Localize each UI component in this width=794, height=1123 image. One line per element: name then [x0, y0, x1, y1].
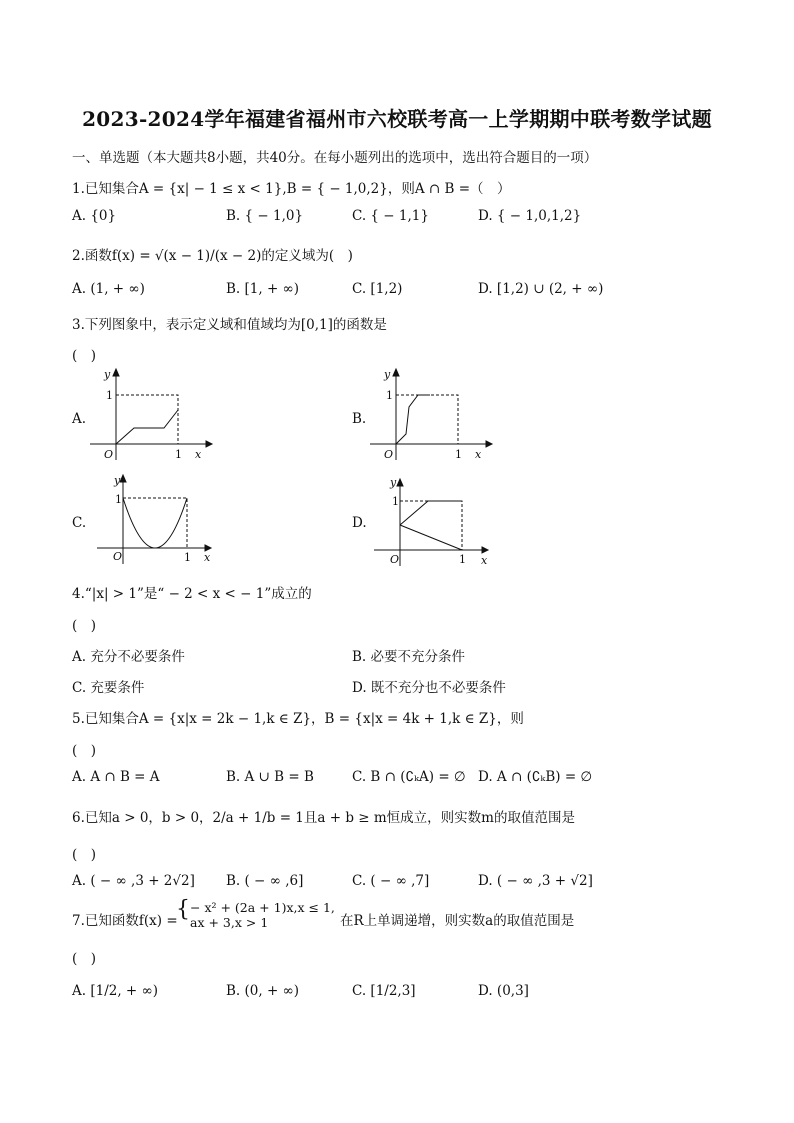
q6-option-c: C. ( − ∞ ,7]: [352, 873, 430, 889]
q5-answer-paren: ( ): [72, 743, 97, 759]
q3-graph-label-a: A.: [72, 411, 87, 427]
tick-1-y: 1: [106, 389, 113, 402]
q3-graph-d: [372, 474, 500, 574]
q7-option-d: D. (0,3]: [478, 983, 529, 999]
page-title: 2023-2024学年福建省福州市六校联考高一上学期期中联考数学试题: [82, 107, 712, 131]
q7-option-a: A. [1/2, + ∞): [72, 983, 159, 999]
q3-graph-label-b: B.: [352, 411, 367, 427]
q7-option-c: C. [1/2,3]: [352, 983, 416, 999]
origin-label: O: [384, 448, 394, 461]
q3-graph-c: [95, 470, 220, 570]
q7-piece-1: − x² + (2a + 1)x,x ≤ 1,: [190, 900, 335, 915]
origin-label: O: [113, 550, 123, 563]
q1-option-b: B. { − 1,0}: [226, 208, 304, 224]
q2-option-a: A. (1, + ∞): [72, 281, 145, 297]
axis-y-label: y: [114, 474, 121, 487]
q2-option-c: C. [1,2): [352, 281, 403, 297]
q7-answer-paren: ( ): [72, 951, 97, 967]
q4-option-c: C. 充要条件: [72, 680, 145, 696]
piecewise-brace-icon: {: [176, 897, 190, 922]
q4-option-a: A. 充分不必要条件: [72, 649, 185, 665]
q1-option-a: A. {0}: [72, 208, 117, 224]
question-6-stem: 6.已知a > 0，b > 0，2/a + 1/b = 1且a + b ≥ m恒成立，则实数m的取值范围是: [72, 810, 575, 826]
q3-graph-b: [368, 364, 498, 464]
q2-option-b: B. [1, + ∞): [226, 281, 300, 297]
question-1-stem: 1.已知集合A = {x| − 1 ≤ x < 1},B = { − 1,0,2}，则A ∩ B =（ ）: [72, 181, 511, 197]
section-heading: 一、单选题（本大题共8小题，共40分。在每小题列出的选项中，选出符合题目的一项）: [72, 150, 598, 166]
question-7-stem-suffix: 在R上单调递增，则实数a的取值范围是: [340, 913, 575, 929]
question-7-stem-prefix: 7.已知函数f(x) =: [72, 913, 178, 929]
q3-graph-a: [88, 364, 218, 464]
q5-option-d: D. A ∩ (∁ₖB) = ∅: [478, 769, 593, 785]
q5-option-b: B. A ∪ B = B: [226, 769, 314, 785]
q3-graph-label-c: C.: [72, 515, 87, 531]
tick-1-x: 1: [175, 448, 182, 461]
q5-option-a: A. A ∩ B = A: [72, 769, 160, 785]
tick-1-y: 1: [115, 493, 122, 506]
axis-x-label: x: [481, 554, 488, 567]
q3-answer-paren: ( ): [72, 348, 97, 364]
q2-option-d: D. [1,2) ∪ (2, + ∞): [478, 281, 604, 297]
origin-label: O: [104, 448, 114, 461]
q7-piece-2: ax + 3,x > 1: [190, 915, 269, 930]
axis-x-label: x: [195, 448, 202, 461]
q4-answer-paren: ( ): [72, 618, 97, 634]
q7-option-b: B. (0, + ∞): [226, 983, 300, 999]
tick-1-x: 1: [184, 551, 191, 564]
q6-option-a: A. ( − ∞ ,3 + 2√2]: [72, 873, 195, 889]
question-2-stem: 2.函数f(x) = √(x − 1)/(x − 2)的定义域为( ): [72, 248, 353, 264]
axis-x-label: x: [475, 448, 482, 461]
origin-label: O: [390, 553, 400, 566]
tick-1-x: 1: [455, 448, 462, 461]
tick-1-y: 1: [392, 495, 399, 508]
question-5-stem: 5.已知集合A = {x|x = 2k − 1,k ∈ Z}，B = {x|x = 4k + 1,k ∈ Z}，则: [72, 711, 524, 727]
q3-graph-label-d: D.: [352, 515, 367, 531]
q1-option-c: C. { − 1,1}: [352, 208, 429, 224]
q1-option-d: D. { − 1,0,1,2}: [478, 208, 582, 224]
axis-y-label: y: [104, 368, 111, 381]
axis-y-label: y: [390, 476, 397, 489]
tick-1-x: 1: [459, 553, 466, 566]
axis-x-label: x: [204, 551, 211, 564]
q5-option-c: C. B ∩ (∁ₖA) = ∅: [352, 769, 466, 785]
question-4-stem: 4.“|x| > 1”是“ − 2 < x < − 1”成立的: [72, 586, 312, 602]
q4-option-d: D. 既不充分也不必要条件: [352, 680, 506, 696]
q6-option-d: D. ( − ∞ ,3 + √2]: [478, 873, 593, 889]
question-3-stem: 3.下列图象中，表示定义域和值域均为[0,1]的函数是: [72, 317, 387, 333]
axis-y-label: y: [384, 368, 391, 381]
tick-1-y: 1: [386, 389, 393, 402]
q6-option-b: B. ( − ∞ ,6]: [226, 873, 304, 889]
q4-option-b: B. 必要不充分条件: [352, 649, 466, 665]
q6-answer-paren: ( ): [72, 847, 97, 863]
